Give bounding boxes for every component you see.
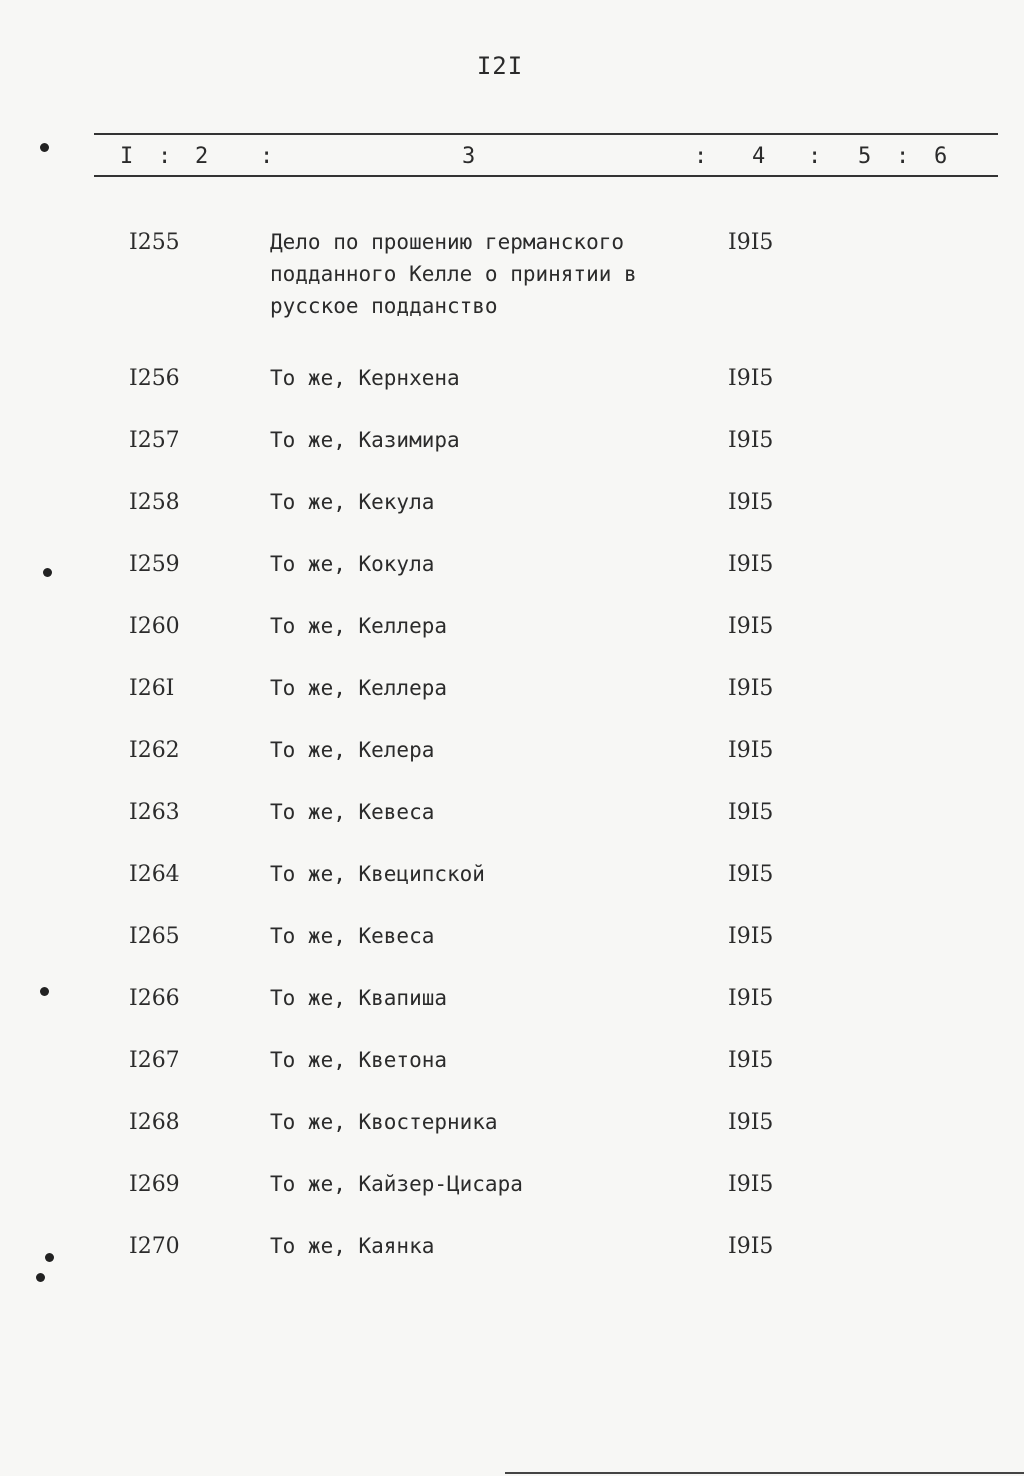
record-description: То же, Квеципской — [270, 862, 485, 886]
record-number: I259 — [129, 552, 180, 577]
record-year: I9I5 — [728, 428, 774, 453]
record-description: То же, Каянка — [270, 1234, 435, 1258]
column-5-heading: 5 — [858, 144, 872, 169]
record-number: I269 — [129, 1172, 180, 1197]
record-number: I267 — [129, 1048, 180, 1073]
record-year: I9I5 — [728, 614, 774, 639]
binder-hole-mark — [40, 987, 49, 996]
record-year: I9I5 — [728, 1110, 774, 1135]
record-year: I9I5 — [728, 490, 774, 515]
record-number: I266 — [129, 986, 180, 1011]
binder-hole-mark — [43, 568, 52, 577]
record-year: I9I5 — [728, 924, 774, 949]
record-year: I9I5 — [728, 1048, 774, 1073]
column-3-heading: 3 — [462, 144, 476, 169]
record-number: I264 — [129, 862, 180, 887]
record-description: То же, Квапиша — [270, 986, 448, 1010]
record-description: То же, Кевеса — [270, 800, 435, 824]
record-year: I9I5 — [728, 800, 774, 825]
column-separator: : — [896, 144, 910, 169]
record-description: То же, Кокула — [270, 552, 435, 576]
column-separator: : — [260, 144, 274, 169]
record-year: I9I5 — [728, 366, 774, 391]
binder-hole-mark — [40, 143, 49, 152]
record-number: I270 — [129, 1234, 180, 1259]
column-separator: : — [694, 144, 708, 169]
record-number: I256 — [129, 366, 180, 391]
column-2-heading: 2 — [195, 144, 209, 169]
record-year: I9I5 — [728, 1172, 774, 1197]
record-number: I262 — [129, 738, 180, 763]
binder-hole-mark — [45, 1253, 54, 1262]
record-year: I9I5 — [728, 738, 774, 763]
record-number: I268 — [129, 1110, 180, 1135]
column-separator: : — [158, 144, 172, 169]
record-description: То же, Кевеса — [270, 924, 435, 948]
record-year: I9I5 — [728, 986, 774, 1011]
record-description: То же, Кекула — [270, 490, 435, 514]
binder-hole-mark — [36, 1273, 45, 1282]
record-description: Дело по прошению германского подданного Келле о принятии в русское подданство — [270, 230, 637, 318]
record-number: I263 — [129, 800, 180, 825]
record-year: I9I5 — [728, 552, 774, 577]
record-year: I9I5 — [728, 1234, 774, 1259]
record-description: То же, Келлера — [270, 676, 448, 700]
record-year: I9I5 — [728, 676, 774, 701]
column-6-heading: 6 — [934, 144, 948, 169]
column-1-heading: I — [120, 144, 134, 169]
record-number: I257 — [129, 428, 180, 453]
record-number: I260 — [129, 614, 180, 639]
scan-edge-line — [505, 1472, 1024, 1474]
record-description: То же, Квостерника — [270, 1110, 498, 1134]
column-separator: : — [808, 144, 822, 169]
record-number: I255 — [129, 230, 180, 255]
record-number: I258 — [129, 490, 180, 515]
record-description: То же, Кернхена — [270, 366, 460, 390]
record-year: I9I5 — [728, 230, 774, 255]
record-number: I26I — [129, 676, 175, 701]
record-description: То же, Келера — [270, 738, 435, 762]
column-4-heading: 4 — [752, 144, 766, 169]
record-number: I265 — [129, 924, 180, 949]
record-description: То же, Казимира — [270, 428, 460, 452]
page-number: I2I — [476, 52, 524, 80]
record-description: То же, Кайзер-Цисара — [270, 1172, 523, 1196]
record-description: То же, Келлера — [270, 614, 448, 638]
record-year: I9I5 — [728, 862, 774, 887]
record-description: То же, Кветона — [270, 1048, 448, 1072]
table-header — [94, 133, 998, 177]
